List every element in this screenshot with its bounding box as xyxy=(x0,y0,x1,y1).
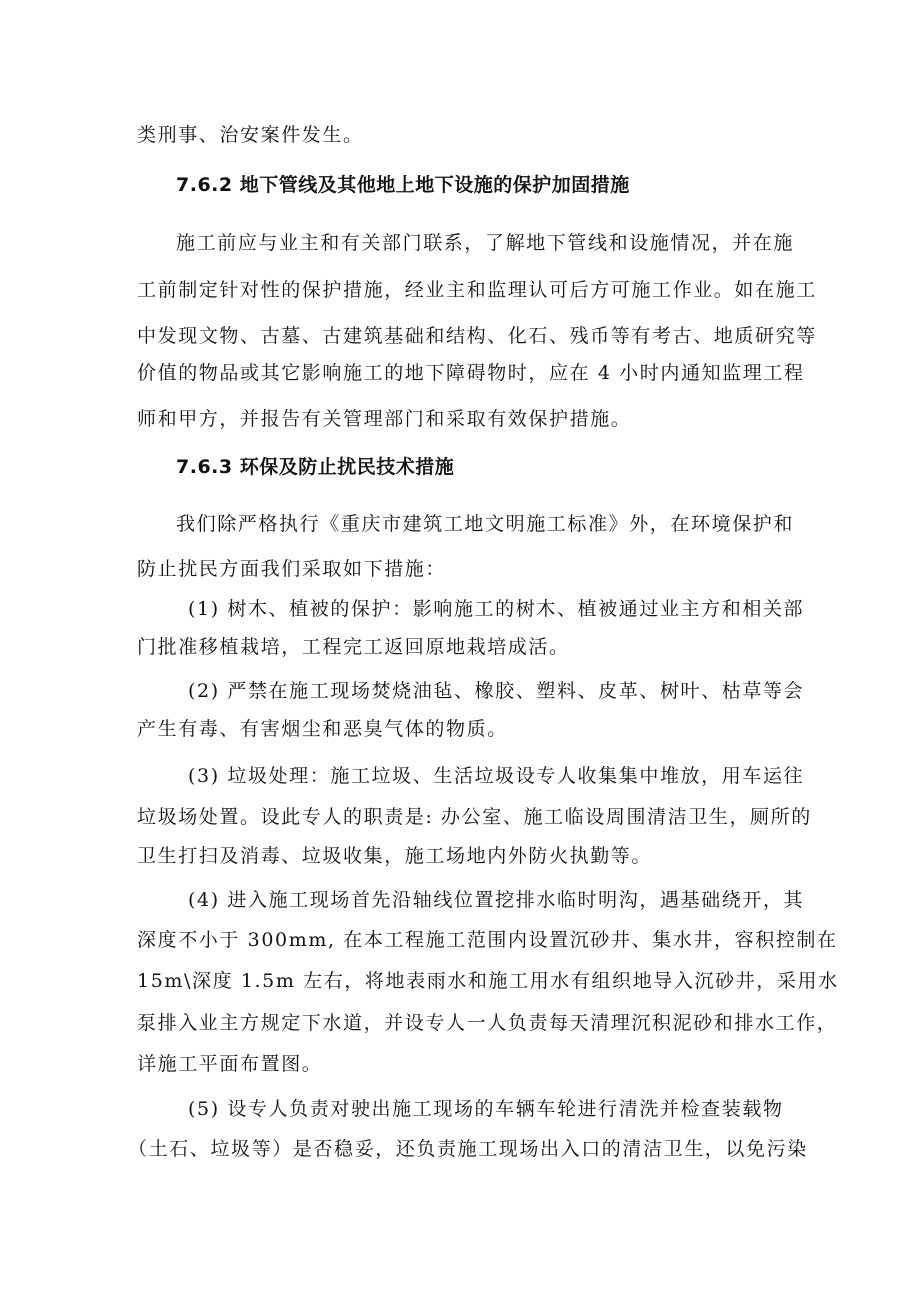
section-heading-7-6-3: 7.6.3 环保及防止扰民技术措施 xyxy=(176,456,455,478)
list-item-2-line: (2) 严禁在施工现场焚烧油毡、橡胶、塑料、皮革、树叶、枯草等会 xyxy=(188,680,805,702)
body-text-line: 中发现文物、古墓、古建筑基础和结构、化石、残币等有考古、地质研究等 xyxy=(137,325,817,347)
list-item-4-line: 15m\深度 1.5m 左右，将地表雨水和施工用水有组织地导入沉砂井，采用水 xyxy=(137,970,839,992)
list-item-5-line: (5) 设专人负责对驶出施工现场的车辆车轮进行清洗并检查装载物 xyxy=(188,1098,784,1120)
list-item-4-line: 泵排入业主方规定下水道，并设专人一人负责每天清理沉积泥砂和排水工作， xyxy=(137,1012,838,1034)
body-text-line: 工前制定针对性的保护措施，经业主和监理认可后方可施工作业。如在施工 xyxy=(137,279,817,301)
body-text-line: 我们除严格执行《重庆市建筑工地文明施工标准》外，在环境保护和 xyxy=(176,513,795,535)
list-item-4-line: 深度不小于 300mm, 在本工程施工范围内设置沉砂井、集水井，容积控制在 xyxy=(137,929,838,951)
body-text-line: 价值的物品或其它影响施工的地下障碍物时，应在 4 小时内通知监理工程 xyxy=(137,362,805,384)
section-heading-7-6-2: 7.6.2 地下管线及其他地上地下设施的保护加固措施 xyxy=(176,174,630,196)
body-text-line: 施工前应与业主和有关部门联系，了解地下管线和设施情况，并在施 xyxy=(176,232,795,254)
list-item-5-line: （土石、垃圾等）是否稳妥，还负责施工现场出入口的清洁卫生，以免污染 xyxy=(128,1138,808,1160)
list-item-4-line: 详施工平面布置图。 xyxy=(137,1053,323,1075)
list-item-3-line: 垃圾场处置。设此专人的职责是: 办公室、施工临设周围清洁卫生，厕所的 xyxy=(137,806,812,828)
body-text-line: 师和甲方，并报告有关管理部门和采取有效保护措施。 xyxy=(137,408,632,430)
list-item-1-line: 门批准移植栽培，工程完工返回原地栽培成活。 xyxy=(137,636,570,658)
list-item-1-line: (1) 树木、植被的保护：影响施工的树木、植被通过业主方和相关部 xyxy=(188,598,805,620)
body-text-line: 类刑事、治安案件发生。 xyxy=(137,124,364,146)
list-item-3-line: 卫生打扫及消毒、垃圾收集，施工场地内外防火执勤等。 xyxy=(137,845,653,867)
list-item-4-line: (4) 进入施工现场首先沿轴线位置挖排水临时明沟，遇基础绕开，其 xyxy=(188,889,805,911)
list-item-2-line: 产生有毒、有害烟尘和恶臭气体的物质。 xyxy=(137,718,508,740)
body-text-line: 防止扰民方面我们采取如下措施： xyxy=(137,558,447,580)
list-item-3-line: (3) 垃圾处理：施工垃圾、生活垃圾设专人收集集中堆放，用车运往 xyxy=(188,765,805,787)
